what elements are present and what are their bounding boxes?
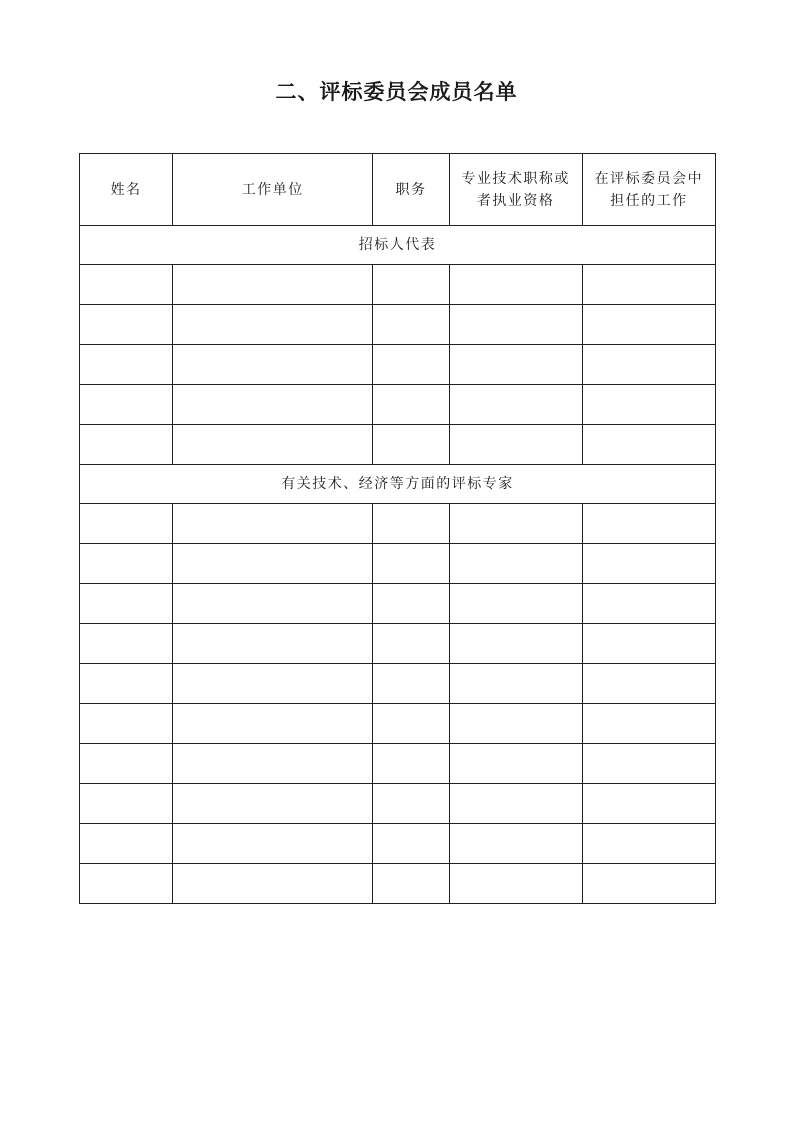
cell-position xyxy=(373,824,449,864)
cell-name xyxy=(80,385,173,425)
cell-work-unit xyxy=(173,584,373,624)
cell-work-unit xyxy=(173,824,373,864)
cell-committee-role xyxy=(582,385,715,425)
cell-committee-role xyxy=(582,624,715,664)
header-committee-role-line2: 担任的工作 xyxy=(610,192,688,209)
cell-professional-title xyxy=(449,305,582,345)
header-position: 职务 xyxy=(373,154,449,226)
table-row xyxy=(80,664,716,704)
cell-committee-role xyxy=(582,704,715,744)
cell-name xyxy=(80,864,173,904)
cell-position xyxy=(373,624,449,664)
table-row xyxy=(80,544,716,584)
table-body xyxy=(80,154,716,904)
cell-position xyxy=(373,744,449,784)
cell-work-unit xyxy=(173,345,373,385)
cell-name xyxy=(80,504,173,544)
cell-committee-role xyxy=(582,824,715,864)
cell-name xyxy=(80,664,173,704)
cell-committee-role xyxy=(582,664,715,704)
cell-work-unit xyxy=(173,664,373,704)
cell-name xyxy=(80,584,173,624)
table-row xyxy=(80,425,716,465)
section-row xyxy=(80,226,716,265)
cell-position xyxy=(373,265,449,305)
cell-name xyxy=(80,744,173,784)
cell-professional-title xyxy=(449,265,582,305)
cell-name xyxy=(80,824,173,864)
table-row xyxy=(80,265,716,305)
header-committee-role xyxy=(582,154,715,226)
cell-committee-role xyxy=(582,744,715,784)
table-row xyxy=(80,385,716,425)
table-row xyxy=(80,704,716,744)
cell-name xyxy=(80,784,173,824)
table-row xyxy=(80,345,716,385)
cell-position xyxy=(373,704,449,744)
cell-work-unit xyxy=(173,704,373,744)
header-professional-title-line1: 专业技术职称或 xyxy=(461,170,570,187)
cell-position xyxy=(373,544,449,584)
cell-committee-role xyxy=(582,544,715,584)
table-row xyxy=(80,305,716,345)
cell-name xyxy=(80,345,173,385)
header-row xyxy=(80,154,716,226)
header-work-unit: 工作单位 xyxy=(173,154,373,226)
cell-position xyxy=(373,385,449,425)
section-label: 有关技术、经济等方面的评标专家 xyxy=(80,465,716,504)
table-row xyxy=(80,504,716,544)
table-row xyxy=(80,584,716,624)
cell-name xyxy=(80,704,173,744)
cell-position xyxy=(373,504,449,544)
cell-position xyxy=(373,864,449,904)
cell-professional-title xyxy=(449,824,582,864)
cell-committee-role xyxy=(582,784,715,824)
cell-committee-role xyxy=(582,425,715,465)
cell-committee-role xyxy=(582,345,715,385)
cell-work-unit xyxy=(173,784,373,824)
cell-work-unit xyxy=(173,425,373,465)
cell-professional-title xyxy=(449,425,582,465)
table-row xyxy=(80,744,716,784)
cell-committee-role xyxy=(582,504,715,544)
header-professional-title-line2: 者执业资格 xyxy=(476,192,555,209)
table-row xyxy=(80,824,716,864)
section-row xyxy=(80,465,716,504)
cell-professional-title xyxy=(449,664,582,704)
cell-professional-title xyxy=(449,784,582,824)
cell-work-unit xyxy=(173,544,373,584)
cell-position xyxy=(373,664,449,704)
header-committee-role-line1: 在评标委员会中 xyxy=(594,170,704,187)
header-name: 姓名 xyxy=(80,154,173,226)
cell-work-unit xyxy=(173,385,373,425)
cell-work-unit xyxy=(173,744,373,784)
cell-professional-title xyxy=(449,504,582,544)
cell-committee-role xyxy=(582,584,715,624)
cell-position xyxy=(373,345,449,385)
table-row xyxy=(80,864,716,904)
cell-committee-role xyxy=(582,305,715,345)
cell-professional-title xyxy=(449,584,582,624)
cell-work-unit xyxy=(173,265,373,305)
cell-work-unit xyxy=(173,624,373,664)
cell-position xyxy=(373,305,449,345)
cell-work-unit xyxy=(173,305,373,345)
header-professional-title xyxy=(449,154,582,226)
cell-work-unit xyxy=(173,864,373,904)
table-row xyxy=(80,624,716,664)
cell-position xyxy=(373,584,449,624)
cell-professional-title xyxy=(449,385,582,425)
cell-professional-title xyxy=(449,744,582,784)
cell-professional-title xyxy=(449,345,582,385)
cell-work-unit xyxy=(173,504,373,544)
cell-professional-title xyxy=(449,624,582,664)
cell-committee-role xyxy=(582,265,715,305)
section-label: 招标人代表 xyxy=(80,226,716,265)
cell-name xyxy=(80,265,173,305)
cell-position xyxy=(373,425,449,465)
cell-committee-role xyxy=(582,864,715,904)
table-row xyxy=(80,784,716,824)
cell-name xyxy=(80,425,173,465)
cell-name xyxy=(80,624,173,664)
cell-name xyxy=(80,305,173,345)
committee-member-table xyxy=(79,153,716,904)
cell-name xyxy=(80,544,173,584)
cell-professional-title xyxy=(449,544,582,584)
page-title: 二、评标委员会成员名单 xyxy=(275,80,518,104)
cell-professional-title xyxy=(449,864,582,904)
cell-professional-title xyxy=(449,704,582,744)
cell-position xyxy=(373,784,449,824)
